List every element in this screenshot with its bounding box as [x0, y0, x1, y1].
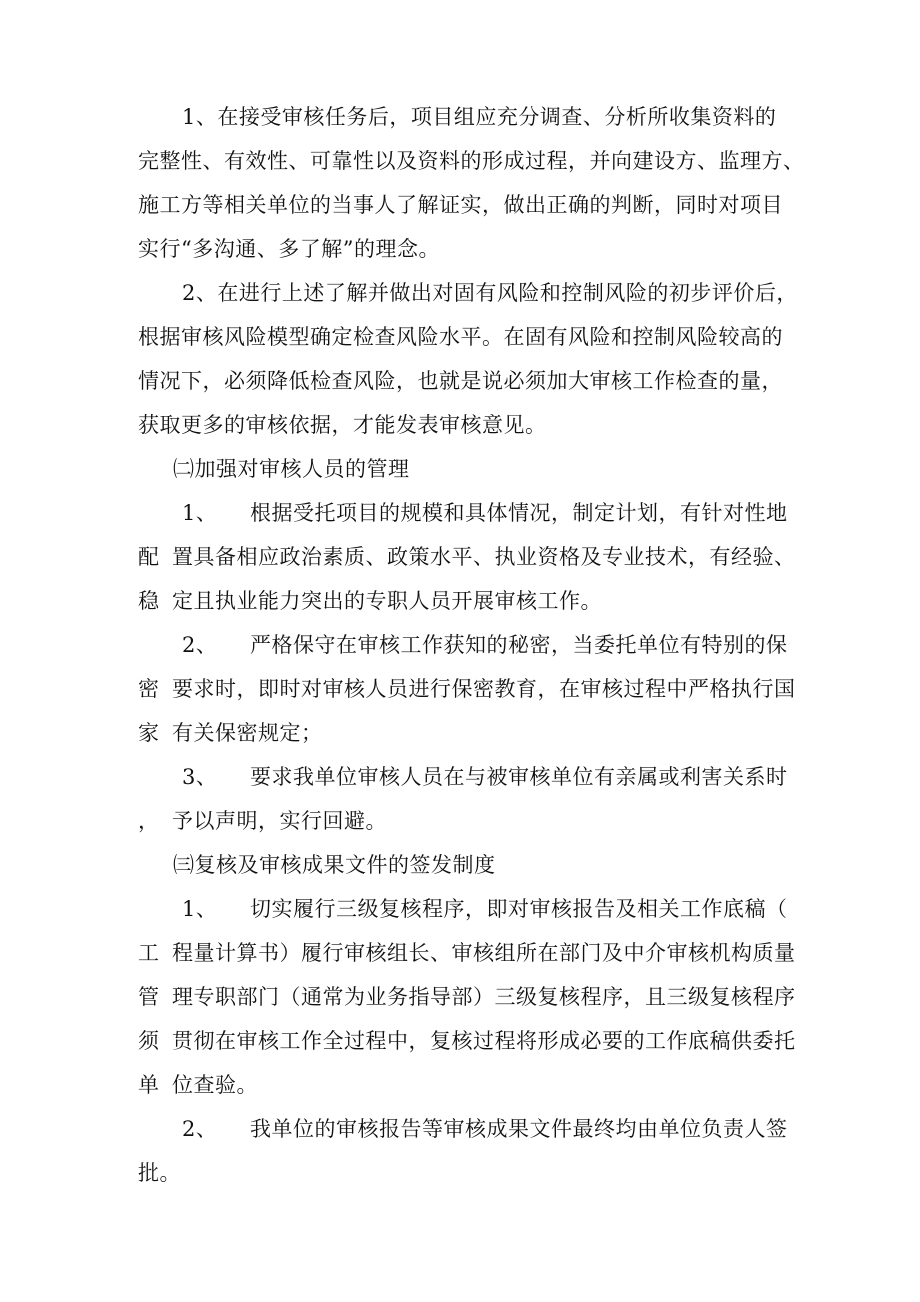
text-line: 根据受托项目的规模和具体情况，制定计划，有针对性地	[250, 501, 788, 525]
section-heading: ㈡加强对审核人员的管理	[173, 457, 410, 481]
text-line: 根据审核风险模型确定检查风险水平。在固有风险和控制风险较高的	[138, 325, 783, 349]
list-number: 1、	[182, 501, 218, 525]
text-line: 要求时，即时对审核人员进行保密教育，在审核过程中严格执行国	[172, 677, 796, 701]
list-number: 3、	[182, 765, 218, 789]
text-line: 批。	[138, 1161, 181, 1185]
text-line-lead: 稳	[138, 589, 160, 613]
text-line: 有关保密规定；	[172, 721, 323, 745]
text-line-lead: 工	[138, 941, 160, 965]
text-line-lead: 须	[138, 1029, 160, 1053]
text-line: 施工方等相关单位的当事人了解证实，做出正确的判断，同时对项目	[138, 193, 783, 217]
text-line: 程量计算书）履行审核组长、审核组所在部门及中介审核机构质量	[172, 941, 796, 965]
text-line: 予以声明，实行回避。	[172, 809, 387, 833]
text-line-lead: 密	[138, 677, 160, 701]
text-line: 情况下，必须降低检查风险，也就是说必须加大审核工作检查的量，	[138, 369, 783, 393]
text-line: 要求我单位审核人员在与被审核单位有亲属或利害关系时	[250, 765, 788, 789]
text-line-lead: 单	[138, 1073, 160, 1097]
list-number: 1、	[182, 897, 218, 921]
text-line: 获取更多的审核依据，才能发表审核意见。	[138, 413, 547, 437]
text-line: 完整性、有效性、可靠性以及资料的形成过程，并向建设方、监理方、	[138, 149, 805, 173]
section-heading: ㈢复核及审核成果文件的签发制度	[173, 853, 496, 877]
list-number: 2、	[182, 1117, 218, 1141]
text-line: 理专职部门（通常为业务指导部）三级复核程序，且三级复核程序	[172, 985, 796, 1009]
text-line-lead: 管	[138, 985, 160, 1009]
list-number: 2、	[182, 633, 218, 657]
text-line: 贯彻在审核工作全过程中，复核过程将形成必要的工作底稿供委托	[172, 1029, 796, 1053]
text-line: 1、在接受审核任务后，项目组应充分调查、分析所收集资料的	[182, 105, 777, 129]
text-line: 位查验。	[172, 1073, 258, 1097]
text-line-lead: 家	[138, 721, 160, 745]
text-line: 切实履行三级复核程序，即对审核报告及相关工作底稿（	[250, 897, 788, 921]
text-line: 置具备相应政治素质、政策水平、执业资格及专业技术，有经验、	[172, 545, 796, 569]
text-line: 2、在进行上述了解并做出对固有风险和控制风险的初步评价后，	[182, 281, 798, 305]
text-line: 严格保守在审核工作获知的秘密，当委托单位有特别的保	[250, 633, 788, 657]
text-line: 定且执业能力突出的专职人员开展审核工作。	[172, 589, 602, 613]
text-line-lead: 配	[138, 545, 160, 569]
text-line: 实行“多沟通、多了解”的理念。	[138, 237, 440, 261]
text-line: 我单位的审核报告等审核成果文件最终均由单位负责人签	[250, 1117, 788, 1141]
text-line-lead: ，	[138, 809, 160, 833]
